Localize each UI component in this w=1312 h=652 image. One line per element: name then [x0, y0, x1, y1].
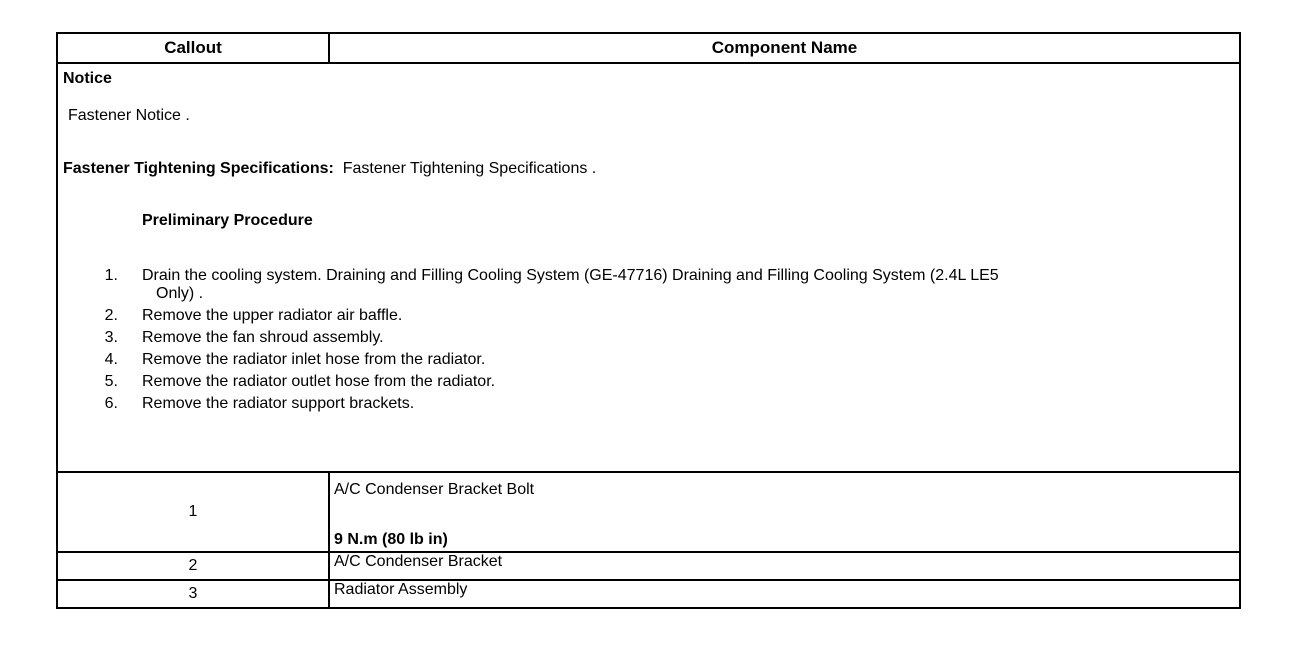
torque-spec: 9 N.m (80 lb in) — [334, 531, 448, 548]
component-name: A/C Condenser Bracket — [329, 552, 1240, 580]
notice-cell — [57, 63, 1240, 472]
step-text: Remove the upper radiator air baffle. — [142, 307, 403, 324]
component-name: Radiator Assembly — [329, 580, 1240, 608]
step-number: 5. — [104, 373, 118, 390]
tightening-spec-label: Fastener Tightening Specifications: — [63, 160, 334, 177]
step-number: 6. — [104, 395, 118, 412]
procedure-step — [58, 371, 1239, 393]
component-table — [56, 32, 1241, 609]
component-name-text: A/C Condenser Bracket Bolt — [334, 481, 535, 498]
tightening-spec-line — [63, 159, 1239, 211]
step-number: 2. — [104, 307, 118, 324]
step-number: 4. — [104, 351, 118, 368]
table-row — [57, 472, 1240, 552]
preliminary-procedure-title: Preliminary Procedure — [142, 212, 313, 229]
step-text: Remove the radiator support brackets. — [142, 395, 415, 412]
step-text: Remove the fan shroud assembly. — [142, 329, 384, 346]
header-row — [57, 33, 1240, 63]
procedure-step — [58, 393, 1239, 415]
step-text: Drain the cooling system. Draining and Filling Cooling System (GE-47716) Draining and Filling Cooling System (2.4L LE5 — [142, 267, 999, 284]
component-cell — [329, 472, 1240, 552]
component-name — [330, 473, 1239, 551]
step-text-continued: Only) . — [156, 285, 204, 302]
callout-number: 1 — [57, 472, 329, 552]
procedure-step — [58, 265, 1239, 305]
table-row — [57, 552, 1240, 580]
procedure-step — [58, 327, 1239, 349]
step-text: Remove the radiator outlet hose from the radiator. — [142, 373, 496, 390]
notice-row — [57, 63, 1240, 472]
fastener-notice-text: Fastener Notice . — [68, 107, 190, 124]
procedure-steps — [58, 265, 1239, 415]
step-text: Remove the radiator inlet hose from the radiator. — [142, 351, 486, 368]
table-row — [57, 580, 1240, 608]
tightening-spec-text: Fastener Tightening Specifications . — [342, 160, 597, 177]
procedure-step — [58, 349, 1239, 371]
notice-title: Notice — [63, 70, 112, 87]
step-number: 1. — [104, 267, 118, 284]
component-name-header: Component Name — [329, 33, 1240, 63]
callout-number: 2 — [57, 552, 329, 580]
callout-number: 3 — [57, 580, 329, 608]
callout-header: Callout — [57, 33, 329, 63]
step-number: 3. — [104, 329, 118, 346]
procedure-step — [58, 305, 1239, 327]
